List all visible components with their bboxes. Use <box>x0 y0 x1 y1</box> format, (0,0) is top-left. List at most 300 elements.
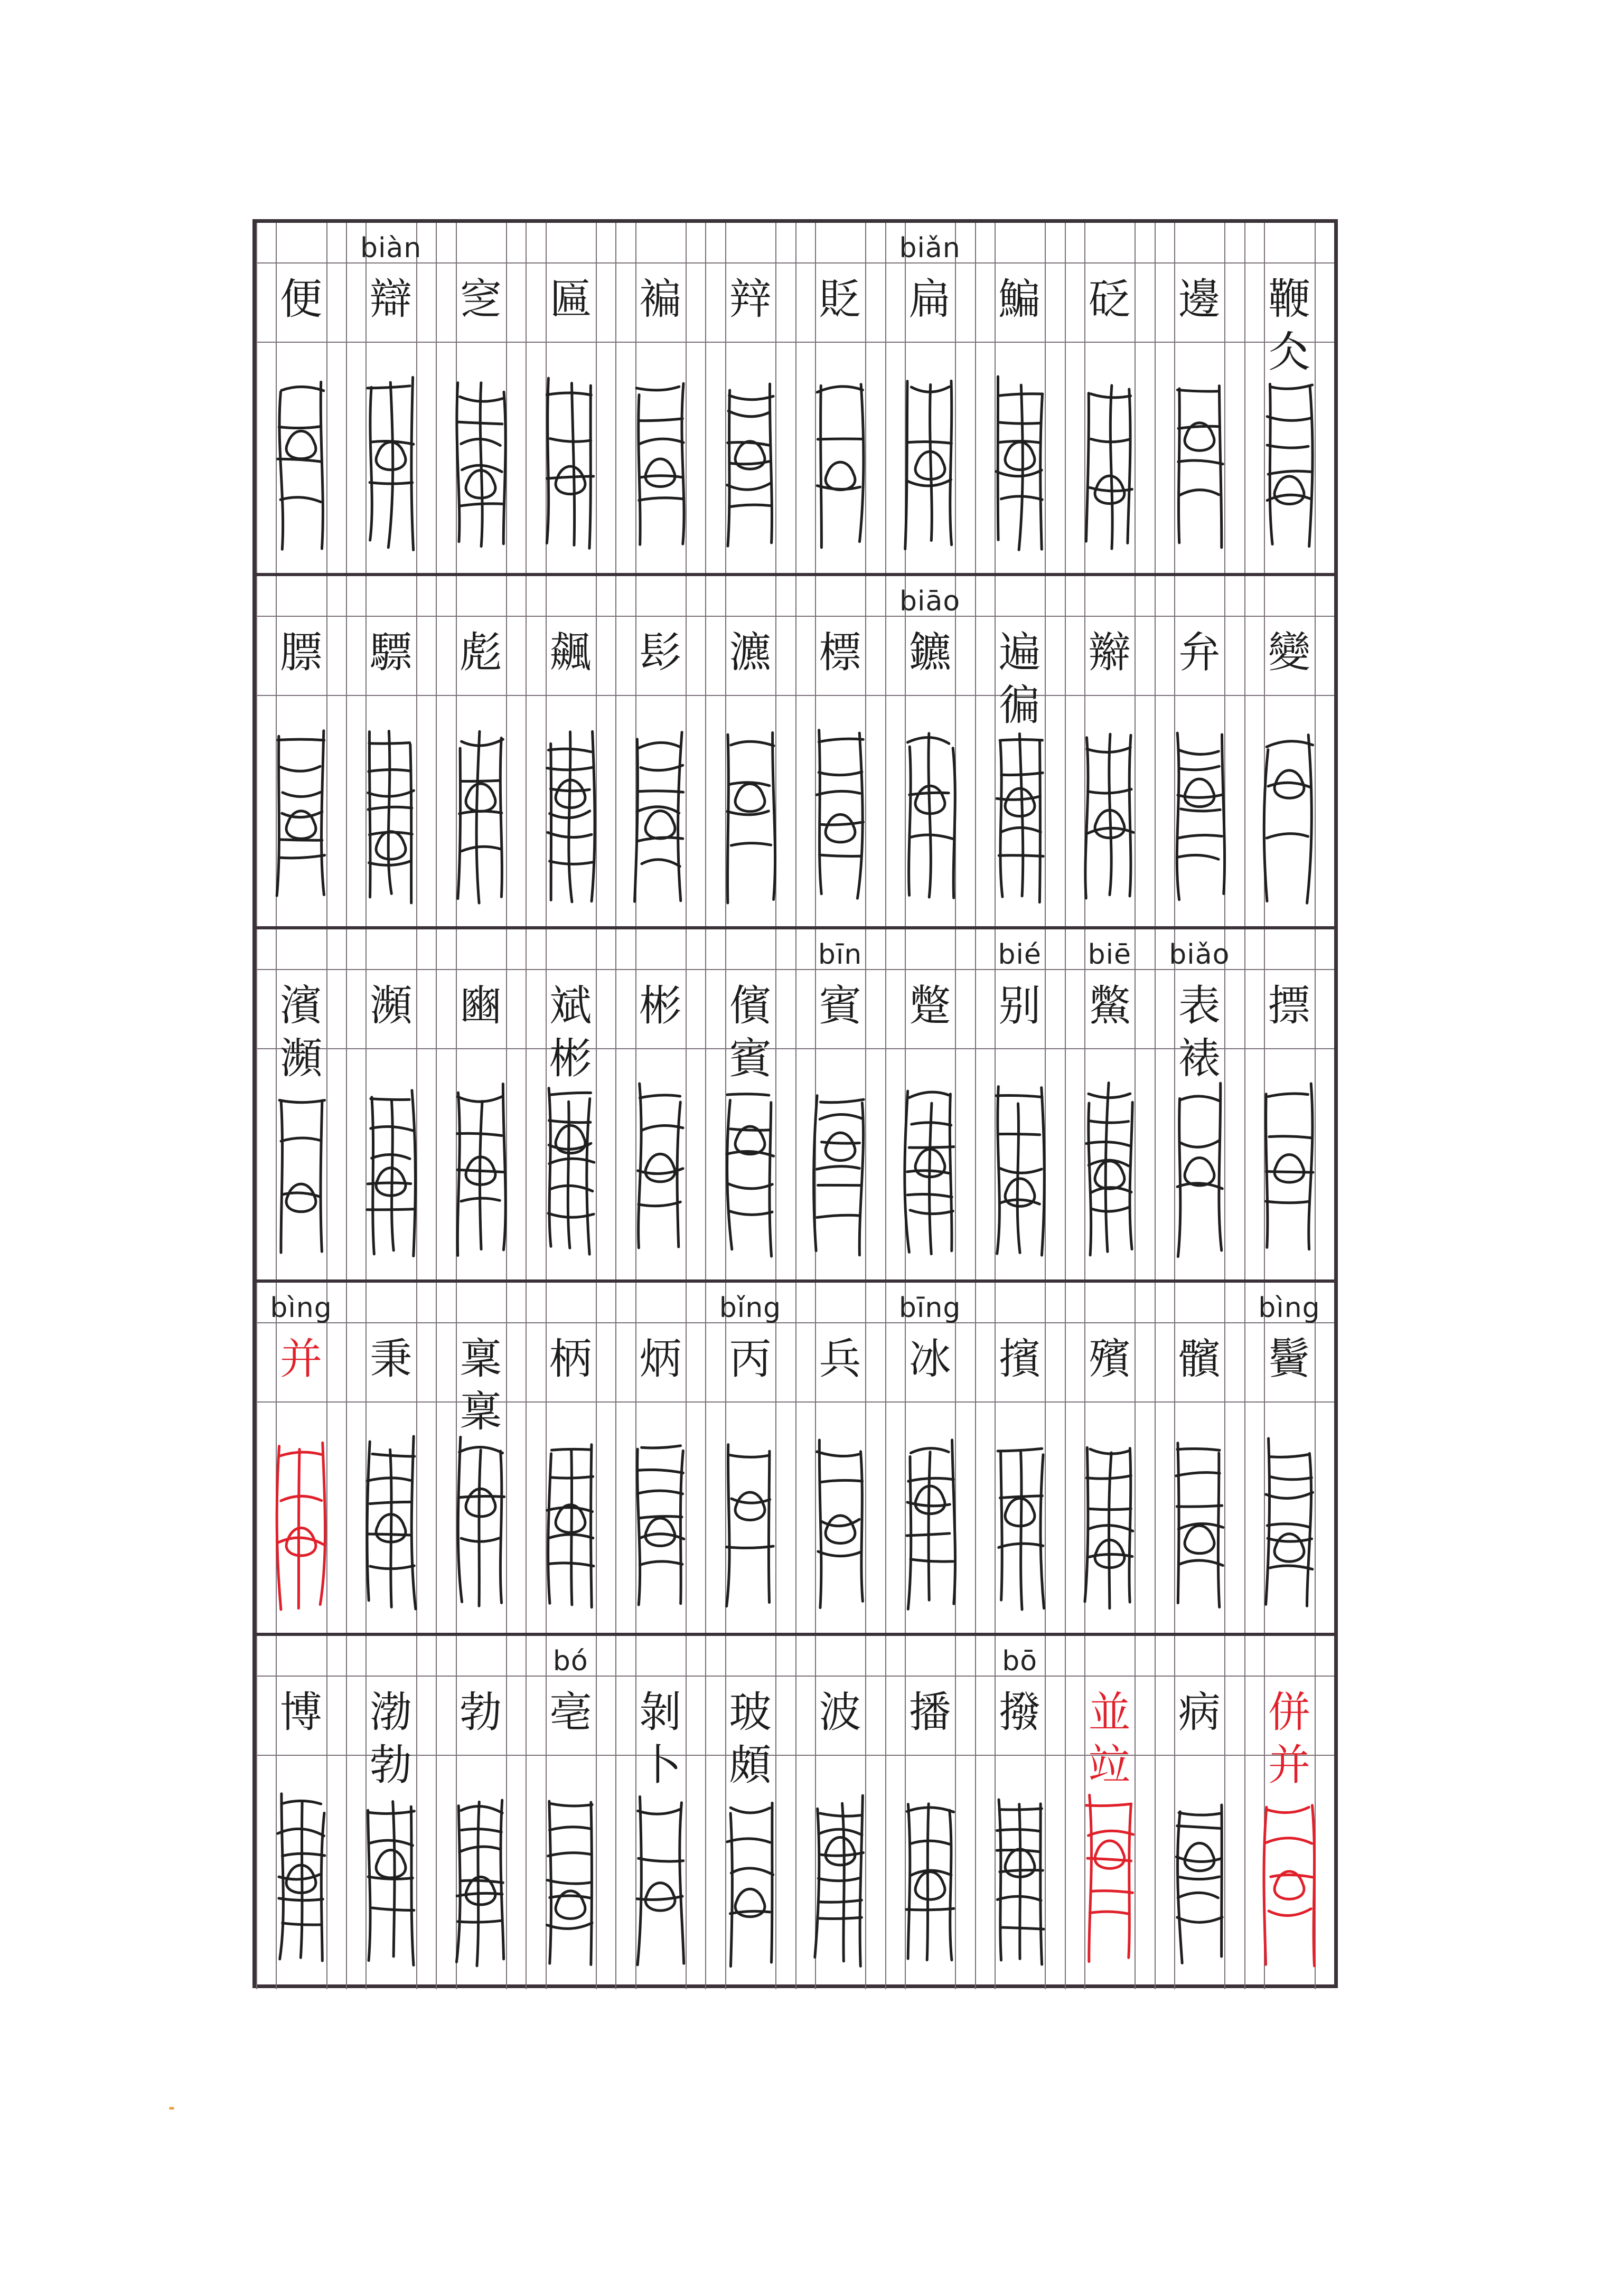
seal-script-form <box>1065 1423 1155 1618</box>
headword <box>705 1333 795 1386</box>
seal-script-glyph <box>1260 1072 1318 1262</box>
character-entry <box>975 1283 1065 1633</box>
headword <box>1155 626 1244 679</box>
headword-character: 並 <box>1088 1688 1131 1737</box>
headword <box>346 980 436 1032</box>
headword-character: 渤 <box>370 1688 413 1737</box>
headword-character: 并 <box>280 1334 323 1384</box>
seal-script-form <box>1065 716 1155 911</box>
seal-script-glyph <box>901 365 959 556</box>
pinyin-label: biāo <box>899 586 961 617</box>
headword-character: 撥 <box>998 1688 1041 1737</box>
headword <box>795 273 885 326</box>
seal-script-form <box>526 1779 615 1974</box>
headword-character: 斌 <box>549 981 592 1030</box>
headword <box>705 626 795 679</box>
seal-script-form <box>436 1423 526 1618</box>
character-entry <box>346 223 436 573</box>
headword <box>346 1333 436 1386</box>
seal-script-glyph <box>991 719 1049 909</box>
entry-row <box>256 1636 1334 1989</box>
seal-script-form <box>436 1069 526 1265</box>
character-entry <box>526 1636 615 1989</box>
headword <box>256 1333 346 1386</box>
seal-script-glyph <box>1260 1425 1318 1615</box>
headword <box>885 273 975 326</box>
seal-script-glyph <box>721 365 779 556</box>
dictionary-grid <box>252 219 1338 1988</box>
headword-character: 亳 <box>549 1688 592 1737</box>
seal-script-form <box>795 1423 885 1618</box>
headword-character: 兵 <box>819 1334 861 1384</box>
seal-script-form <box>615 363 705 558</box>
headword-character: 膘 <box>280 628 323 677</box>
seal-script-glyph <box>811 1072 869 1262</box>
seal-script-glyph <box>901 1072 959 1262</box>
headword-character: 摽 <box>1268 981 1310 1030</box>
headword <box>1244 980 1334 1032</box>
headword-character: 鑣 <box>908 628 951 677</box>
headword-character: 併 <box>1268 1688 1310 1737</box>
seal-script-form <box>885 1069 975 1265</box>
headword <box>1155 1686 1244 1739</box>
character-entry <box>975 223 1065 573</box>
character-entry <box>1155 929 1244 1279</box>
headword-character: 丙 <box>729 1334 772 1384</box>
seal-script-glyph <box>1170 719 1229 909</box>
character-entry <box>436 223 526 573</box>
pinyin-label: bìng <box>270 1292 332 1324</box>
character-entry <box>346 1283 436 1633</box>
headword <box>975 980 1065 1032</box>
headword <box>615 626 705 679</box>
headword-character: 弁 <box>1178 628 1221 677</box>
seal-script-form <box>526 1423 615 1618</box>
headword-character: 變 <box>1268 628 1310 677</box>
headword <box>615 1686 705 1792</box>
headword-character: 裱 <box>1178 1034 1221 1083</box>
pinyin-label: biē <box>1088 939 1132 971</box>
character-entry <box>705 576 795 926</box>
seal-script-glyph <box>721 1425 779 1615</box>
seal-script-glyph <box>901 1425 959 1615</box>
seal-script-form <box>436 363 526 558</box>
headword-character: 遍 <box>998 628 1041 677</box>
headword-character: 病 <box>1178 1688 1221 1737</box>
headword-character: 彬 <box>549 1034 592 1083</box>
seal-script-glyph <box>1170 1072 1229 1262</box>
character-entry <box>1155 1283 1244 1633</box>
headword <box>1065 273 1155 326</box>
seal-script-glyph <box>1081 365 1139 556</box>
character-entry <box>705 1636 795 1989</box>
pinyin-label: bīn <box>818 939 863 971</box>
character-entry <box>795 1283 885 1633</box>
seal-script-form <box>705 1069 795 1265</box>
seal-script-glyph <box>362 719 420 909</box>
headword <box>1244 626 1334 679</box>
pinyin-label: biǎn <box>899 232 961 264</box>
headword-character: 鞭 <box>1268 275 1310 324</box>
seal-script-glyph <box>991 1072 1049 1262</box>
headword <box>795 1686 885 1739</box>
seal-script-glyph <box>811 365 869 556</box>
headword-character: 别 <box>998 981 1041 1030</box>
seal-script-glyph <box>1170 1782 1229 1972</box>
headword-character: 剝 <box>639 1688 682 1737</box>
headword-character: 貶 <box>819 275 861 324</box>
headword-character: 勃 <box>370 1740 413 1790</box>
headword-character: 瀕 <box>280 1034 323 1083</box>
character-entry <box>436 929 526 1279</box>
seal-script-form <box>885 1779 975 1974</box>
character-entry <box>975 929 1065 1279</box>
headword-character: 邊 <box>1178 275 1221 324</box>
seal-script-glyph <box>452 1425 510 1615</box>
seal-script-form <box>1244 363 1334 558</box>
headword <box>1155 1333 1244 1386</box>
seal-script-form <box>1155 1423 1244 1618</box>
seal-script-form <box>885 363 975 558</box>
headword-character: 竝 <box>1088 1740 1131 1790</box>
headword <box>1065 626 1155 679</box>
seal-script-glyph <box>452 719 510 909</box>
headword <box>256 626 346 679</box>
character-entry <box>256 1636 346 1989</box>
character-entry <box>615 1283 705 1633</box>
headword-character: 炳 <box>639 1334 682 1384</box>
character-entry <box>615 929 705 1279</box>
seal-script-glyph <box>631 1072 689 1262</box>
headword <box>975 1333 1065 1386</box>
character-entry <box>885 1636 975 1989</box>
seal-script-glyph <box>1081 1782 1139 1972</box>
seal-script-form <box>256 716 346 911</box>
seal-script-glyph <box>1260 719 1318 909</box>
seal-script-form <box>885 716 975 911</box>
seal-script-glyph <box>362 1425 420 1615</box>
character-entry <box>1065 576 1155 926</box>
character-entry <box>705 223 795 573</box>
character-entry <box>885 929 975 1279</box>
headword-character: 驃 <box>370 628 413 677</box>
headword-character: 賓 <box>819 981 861 1030</box>
headword-character: 瀕 <box>370 981 413 1030</box>
character-entry <box>1155 1636 1244 1989</box>
seal-script-glyph <box>362 1072 420 1262</box>
headword <box>885 980 975 1032</box>
seal-script-form <box>795 1779 885 1974</box>
seal-script-form <box>615 716 705 911</box>
seal-script-form <box>526 1069 615 1265</box>
seal-script-glyph <box>272 1782 330 1972</box>
seal-script-glyph <box>541 365 599 556</box>
character-entry <box>795 223 885 573</box>
headword-character: 扁 <box>908 275 951 324</box>
headword-character: 博 <box>280 1688 323 1737</box>
seal-script-glyph <box>721 719 779 909</box>
seal-script-form <box>705 1779 795 1974</box>
headword <box>526 626 615 679</box>
character-entry <box>705 1283 795 1633</box>
character-entry <box>705 929 795 1279</box>
seal-script-glyph <box>901 719 959 909</box>
pinyin-label: bō <box>1002 1645 1038 1677</box>
headword <box>705 1686 795 1792</box>
seal-script-form <box>436 716 526 911</box>
seal-script-form <box>975 716 1065 911</box>
headword-character: 窆 <box>460 275 502 324</box>
headword-character: 褊 <box>639 275 682 324</box>
headword-character: 豳 <box>460 981 502 1030</box>
character-entry <box>436 1283 526 1633</box>
headword-character: 波 <box>819 1688 861 1737</box>
seal-script-form <box>615 1423 705 1618</box>
entry-row <box>256 223 1334 576</box>
headword-character: 鱉 <box>1088 981 1131 1030</box>
character-entry <box>975 576 1065 926</box>
seal-script-form <box>346 1423 436 1618</box>
seal-script-glyph <box>1170 1425 1229 1615</box>
headword <box>885 1333 975 1386</box>
headword-character: 玻 <box>729 1688 772 1737</box>
headword <box>975 1686 1065 1739</box>
headword-character: 秉 <box>370 1334 413 1384</box>
headword-character: 勃 <box>460 1688 502 1737</box>
headword-character: 儐 <box>729 981 772 1030</box>
headword-character: 匾 <box>549 275 592 324</box>
seal-script-glyph <box>1260 1782 1318 1972</box>
character-entry <box>256 929 346 1279</box>
character-entry <box>256 223 346 573</box>
seal-script-glyph <box>811 1782 869 1972</box>
headword <box>1065 980 1155 1032</box>
headword <box>795 626 885 679</box>
pinyin-label: bǐng <box>719 1292 782 1324</box>
character-entry <box>436 576 526 926</box>
seal-script-glyph <box>631 1425 689 1615</box>
character-entry <box>346 929 436 1279</box>
headword <box>615 980 705 1032</box>
headword-character: 播 <box>908 1688 951 1737</box>
seal-script-glyph <box>1081 1425 1139 1615</box>
seal-script-form <box>1244 716 1334 911</box>
seal-script-form <box>1065 1779 1155 1974</box>
character-entry <box>1065 223 1155 573</box>
headword <box>526 273 615 326</box>
character-entry <box>346 576 436 926</box>
entry-row <box>256 1283 1334 1636</box>
headword-character: 卜 <box>639 1740 682 1790</box>
seal-script-glyph <box>541 1425 599 1615</box>
seal-script-form <box>256 1423 346 1618</box>
headword <box>436 626 526 679</box>
headword-character: 辯 <box>370 275 413 324</box>
character-entry <box>615 576 705 926</box>
headword-character: 彬 <box>639 981 682 1030</box>
entry-row <box>256 929 1334 1283</box>
seal-script-glyph <box>272 1072 330 1262</box>
character-entry <box>615 223 705 573</box>
seal-script-form <box>795 363 885 558</box>
seal-script-form <box>1155 1069 1244 1265</box>
headword-character: 表 <box>1178 981 1221 1030</box>
character-entry <box>1244 223 1334 573</box>
headword <box>436 1686 526 1739</box>
character-entry <box>795 576 885 926</box>
seal-script-form <box>975 1069 1065 1265</box>
character-entry <box>1155 223 1244 573</box>
seal-script-glyph <box>452 1072 510 1262</box>
seal-script-glyph <box>541 1782 599 1972</box>
seal-script-glyph <box>452 365 510 556</box>
headword-character: 髕 <box>1178 1334 1221 1384</box>
character-entry <box>1065 1636 1155 1989</box>
seal-script-form <box>705 716 795 911</box>
headword <box>256 1686 346 1739</box>
headword <box>705 273 795 326</box>
seal-script-glyph <box>272 365 330 556</box>
seal-script-glyph <box>631 719 689 909</box>
pinyin-label: bīng <box>898 1292 961 1324</box>
headword <box>795 1333 885 1386</box>
seal-script-form <box>1244 1779 1334 1974</box>
seal-script-glyph <box>811 719 869 909</box>
character-entry <box>1155 576 1244 926</box>
entry-row <box>256 576 1334 929</box>
seal-script-glyph <box>991 365 1049 556</box>
character-entry <box>885 1283 975 1633</box>
pinyin-label: biǎo <box>1169 939 1230 971</box>
headword-character: 徧 <box>998 681 1041 730</box>
character-entry <box>615 1636 705 1989</box>
seal-script-glyph <box>721 1782 779 1972</box>
headword-character: 殯 <box>1088 1334 1131 1384</box>
character-entry <box>346 1636 436 1989</box>
character-entry <box>1244 1283 1334 1633</box>
character-entry <box>1065 929 1155 1279</box>
seal-script-form <box>1155 1779 1244 1974</box>
pinyin-label: bó <box>552 1645 588 1677</box>
character-entry <box>1244 929 1334 1279</box>
headword-character: 髟 <box>639 628 682 677</box>
pinyin-label: bié <box>998 939 1042 971</box>
headword-character: 擯 <box>998 1334 1041 1384</box>
headword <box>615 1333 705 1386</box>
seal-script-glyph <box>541 719 599 909</box>
headword-character: 頗 <box>729 1740 772 1790</box>
character-entry <box>795 1636 885 1989</box>
seal-script-form <box>256 1779 346 1974</box>
seal-script-form <box>615 1069 705 1265</box>
seal-script-form <box>346 1069 436 1265</box>
headword <box>1065 1333 1155 1386</box>
seal-script-glyph <box>272 719 330 909</box>
seal-script-form <box>526 363 615 558</box>
seal-script-glyph <box>452 1782 510 1972</box>
seal-script-glyph <box>362 1782 420 1972</box>
paper-speck <box>169 2107 174 2110</box>
headword <box>346 273 436 326</box>
character-entry <box>975 1636 1065 1989</box>
headword <box>256 273 346 326</box>
headword <box>526 1333 615 1386</box>
headword-character: 冰 <box>908 1334 951 1384</box>
headword <box>975 273 1065 326</box>
seal-script-form <box>256 363 346 558</box>
seal-script-glyph <box>1081 1072 1139 1262</box>
character-entry <box>1065 1283 1155 1633</box>
seal-script-form <box>526 716 615 911</box>
headword-character: 鬢 <box>1268 1334 1310 1384</box>
character-entry <box>256 1283 346 1633</box>
seal-script-form <box>346 716 436 911</box>
seal-script-glyph <box>1081 719 1139 909</box>
seal-script-form <box>1065 363 1155 558</box>
headword <box>346 1686 436 1792</box>
headword-character: 辡 <box>729 275 772 324</box>
headword <box>526 1686 615 1739</box>
seal-script-form <box>346 363 436 558</box>
seal-script-glyph <box>991 1425 1049 1615</box>
headword <box>346 626 436 679</box>
headword <box>436 980 526 1032</box>
seal-script-glyph <box>541 1072 599 1262</box>
headword <box>1155 273 1244 326</box>
headword-character: 飆 <box>549 628 592 677</box>
seal-script-glyph <box>991 1782 1049 1972</box>
headword-character: 稟 <box>460 1387 502 1436</box>
headword-character: 柄 <box>549 1334 592 1384</box>
headword-character: 仌 <box>1268 327 1310 377</box>
seal-script-form <box>1155 363 1244 558</box>
headword <box>1065 1686 1155 1792</box>
headword-character: 并 <box>1268 1740 1310 1790</box>
pinyin-label: bìng <box>1258 1292 1320 1324</box>
seal-script-form <box>975 1779 1065 1974</box>
character-entry <box>885 223 975 573</box>
seal-script-form <box>975 363 1065 558</box>
seal-script-form <box>975 1423 1065 1618</box>
headword <box>885 1686 975 1739</box>
seal-script-glyph <box>631 1782 689 1972</box>
character-entry <box>436 1636 526 1989</box>
headword-character: 彪 <box>460 628 502 677</box>
character-entry <box>256 576 346 926</box>
headword-character: 辮 <box>1088 628 1131 677</box>
character-entry <box>526 1283 615 1633</box>
headword <box>436 273 526 326</box>
seal-script-form <box>705 1423 795 1618</box>
character-entry <box>1244 576 1334 926</box>
seal-script-form <box>795 716 885 911</box>
seal-script-form <box>1244 1423 1334 1618</box>
headword <box>795 980 885 1032</box>
headword-character: 鯿 <box>998 275 1041 324</box>
headword-character: 蹩 <box>908 981 951 1030</box>
headword-character: 賓 <box>729 1034 772 1083</box>
seal-script-glyph <box>1260 365 1318 556</box>
seal-script-form <box>1244 1069 1334 1265</box>
seal-script-form <box>1155 716 1244 911</box>
headword-character: 標 <box>819 628 861 677</box>
seal-script-glyph <box>811 1425 869 1615</box>
character-entry <box>885 576 975 926</box>
seal-script-glyph <box>901 1782 959 1972</box>
character-entry <box>1244 1636 1334 1989</box>
pinyin-label: biàn <box>360 232 422 264</box>
seal-script-form <box>615 1779 705 1974</box>
